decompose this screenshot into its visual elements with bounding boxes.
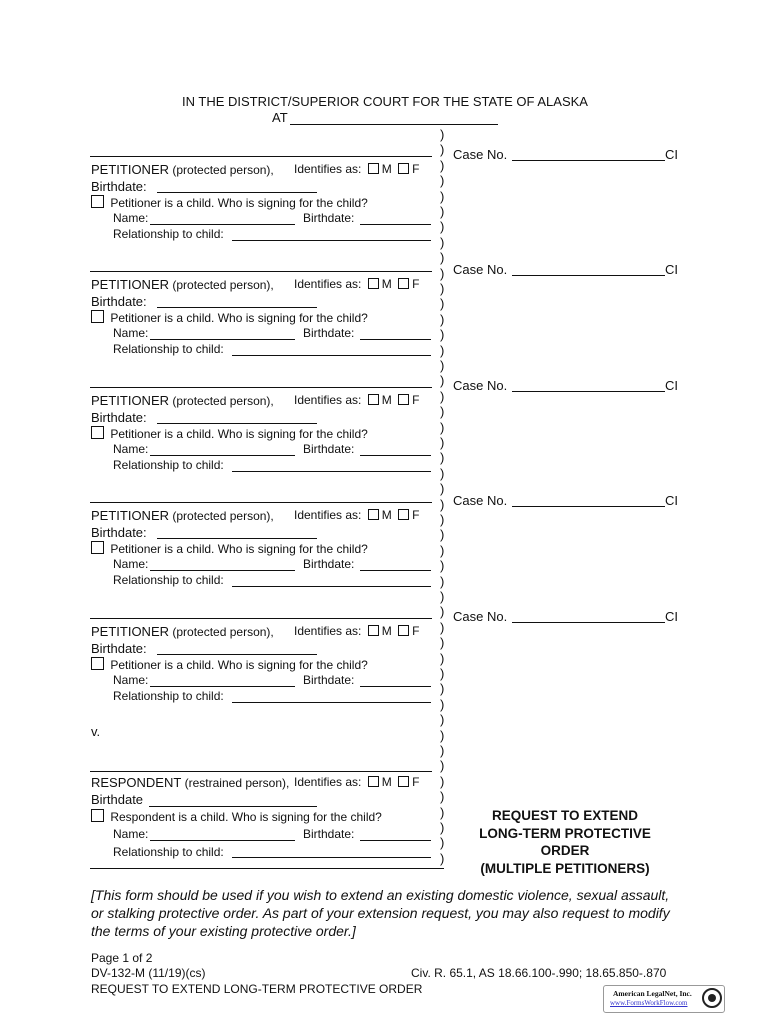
petitioner-3-subtitle: (protected person), [172, 394, 274, 408]
petitioner-2-child-name-label: Name: [113, 326, 149, 340]
paren-mark: ) [440, 235, 445, 250]
form-name: REQUEST TO EXTEND LONG-TERM PROTECTIVE ORDER [91, 982, 423, 996]
petitioner-3-child-name-label: Name: [113, 442, 149, 456]
respondent-relationship-field[interactable] [232, 857, 431, 858]
petitioner-4-child-name-label: Name: [113, 557, 149, 571]
petitioner-1-m-checkbox[interactable] [368, 163, 379, 174]
paren-mark: ) [440, 697, 445, 712]
paren-mark: ) [440, 681, 445, 696]
petitioner-5-name-field[interactable] [90, 618, 432, 619]
petitioner-4-f-checkbox[interactable] [398, 509, 409, 520]
petitioner-2-relationship-label: Relationship to child: [113, 342, 224, 356]
petitioner-5-child-question: Petitioner is a child. Who is signing for the child? [110, 658, 368, 672]
petitioner-3-child-checkbox[interactable] [91, 426, 104, 439]
case-no-label-2: Case No. [453, 262, 508, 277]
case-no-label-3: Case No. [453, 378, 508, 393]
logo-line1: American LegalNet, Inc. [613, 989, 692, 998]
petitioner-5-identifies [294, 624, 419, 638]
paren-mark: ) [440, 189, 445, 204]
petitioner-1-subtitle: (protected person), [172, 163, 274, 177]
at-location-field[interactable] [290, 124, 498, 125]
respondent-child-question: Respondent is a child. Who is signing for the child? [110, 810, 382, 824]
petitioner-5-row [91, 624, 274, 639]
paren-mark: ) [440, 774, 445, 789]
petitioner-4-m-label: M [381, 508, 392, 522]
paren-mark: ) [440, 142, 445, 157]
case-no-label-4: Case No. [453, 493, 508, 508]
petitioner-2-child-birthdate-field[interactable] [360, 339, 431, 340]
petitioner-2-child-row [91, 310, 368, 325]
petitioner-4-child-birthdate-label: Birthdate: [303, 557, 355, 571]
paren-mark: ) [440, 666, 445, 681]
paren-mark: ) [440, 743, 445, 758]
paren-mark: ) [440, 497, 445, 512]
form-title [465, 807, 665, 877]
case-ci-label-5: CI [665, 609, 678, 624]
paren-mark: ) [440, 281, 445, 296]
form-title-line3: ORDER [540, 843, 590, 858]
respondent-birthdate-label: Birthdate [91, 792, 144, 807]
petitioner-5-f-label: F [412, 624, 420, 638]
petitioner-3-identifies [294, 393, 419, 407]
petitioner-4-birthdate-field[interactable] [157, 538, 317, 539]
respondent-bottom-line [90, 868, 444, 869]
petitioner-4-name-field[interactable] [90, 502, 432, 503]
form-title-line1: REQUEST TO EXTEND [491, 808, 639, 823]
petitioner-2-m-label: M [381, 277, 392, 291]
petitioner-5-birthdate-field[interactable] [157, 654, 317, 655]
respondent-m-label: M [381, 775, 392, 789]
petitioner-2-f-checkbox[interactable] [398, 278, 409, 289]
petitioner-5-subtitle: (protected person), [172, 625, 274, 639]
petitioner-3-f-checkbox[interactable] [398, 394, 409, 405]
petitioner-2-child-name-field[interactable] [150, 339, 295, 340]
petitioner-5-child-birthdate-label: Birthdate: [303, 673, 355, 687]
petitioner-3-f-label: F [412, 393, 420, 407]
petitioner-4-relationship-field[interactable] [232, 586, 431, 587]
case-ci-label-4: CI [665, 493, 678, 508]
paren-mark: ) [440, 805, 445, 820]
petitioner-5-birthdate-label: Birthdate: [91, 641, 147, 656]
case-no-field-5[interactable] [512, 622, 665, 623]
respondent-row [91, 775, 289, 790]
paren-mark: ) [440, 435, 445, 450]
paren-mark: ) [440, 835, 445, 850]
paren-mark: ) [440, 820, 445, 835]
petitioner-1-identifies [294, 162, 419, 176]
petitioner-1-name-field[interactable] [90, 156, 432, 157]
petitioner-1-m-label: M [381, 162, 392, 176]
instructions-line1: [This form should be used if you wish to extend an existing domestic violence, sexual assault, [91, 887, 670, 903]
paren-mark: ) [440, 558, 445, 573]
petitioner-1-row [91, 162, 274, 177]
case-no-field-3[interactable] [512, 391, 665, 392]
petitioner-4-child-name-field[interactable] [150, 570, 295, 571]
paren-mark: ) [440, 266, 445, 281]
paren-mark: ) [440, 574, 445, 589]
paren-mark: ) [440, 358, 445, 373]
petitioner-5-f-checkbox[interactable] [398, 625, 409, 636]
paren-mark: ) [440, 389, 445, 404]
paren-mark: ) [440, 312, 445, 327]
petitioner-3-birthdate-field[interactable] [157, 423, 317, 424]
instructions [91, 886, 670, 940]
case-no-label-5: Case No. [453, 609, 508, 624]
seal-icon [702, 988, 722, 1008]
form-id: DV-132-M (11/19)(cs) [91, 966, 206, 980]
petitioner-1-child-checkbox[interactable] [91, 195, 104, 208]
petitioner-5-m-checkbox[interactable] [368, 625, 379, 636]
paren-mark: ) [440, 450, 445, 465]
petitioner-1-title: PETITIONER [91, 162, 170, 177]
petitioner-1-child-row [91, 195, 368, 210]
petitioner-5-child-row [91, 657, 368, 672]
petitioner-3-relationship-field[interactable] [232, 471, 431, 472]
paren-mark: ) [440, 789, 445, 804]
petitioner-5-m-label: M [381, 624, 392, 638]
petitioner-3-child-row [91, 426, 368, 441]
petitioner-4-identifies [294, 508, 419, 522]
petitioner-3-name-field[interactable] [90, 387, 432, 388]
petitioner-1-relationship-label: Relationship to child: [113, 227, 224, 241]
petitioner-2-relationship-field[interactable] [232, 355, 431, 356]
paren-mark: ) [440, 851, 445, 866]
petitioner-3-child-name-field[interactable] [150, 455, 295, 456]
respondent-title: RESPONDENT [91, 775, 182, 790]
petitioner-3-birthdate-label: Birthdate: [91, 410, 147, 425]
paren-mark: ) [440, 204, 445, 219]
petitioner-3-child-question: Petitioner is a child. Who is signing for the child? [110, 427, 368, 441]
paren-mark: ) [440, 343, 445, 358]
petitioner-2-m-checkbox[interactable] [368, 278, 379, 289]
petitioner-5-relationship-label: Relationship to child: [113, 689, 224, 703]
instructions-line3: the terms of your existing protective order.] [91, 923, 356, 939]
petitioner-4-row [91, 508, 274, 523]
paren-mark: ) [440, 481, 445, 496]
respondent-f-checkbox[interactable] [398, 776, 409, 787]
petitioner-1-child-question: Petitioner is a child. Who is signing for the child? [110, 196, 368, 210]
petitioner-5-title: PETITIONER [91, 624, 170, 639]
petitioner-2-child-question: Petitioner is a child. Who is signing for the child? [110, 311, 368, 325]
petitioner-5-relationship-field[interactable] [232, 702, 431, 703]
versus-label: v. [91, 724, 101, 739]
petitioner-2-identifies [294, 277, 419, 291]
form-title-line4: (MULTIPLE PETITIONERS) [480, 860, 650, 876]
page-number: Page 1 of 2 [91, 951, 153, 965]
petitioner-1-child-name-label: Name: [113, 211, 149, 225]
petitioner-5-child-checkbox[interactable] [91, 657, 104, 670]
petitioner-4-child-checkbox[interactable] [91, 541, 104, 554]
at-label: AT [272, 110, 288, 125]
petitioner-2-birthdate-field[interactable] [157, 307, 317, 308]
logo-line2: www.FormsWorkFlow.com [610, 999, 688, 1007]
petitioner-1-child-name-field[interactable] [150, 224, 295, 225]
petitioner-4-child-question: Petitioner is a child. Who is signing for the child? [110, 542, 368, 556]
respondent-identifies [294, 775, 419, 789]
petitioner-4-birthdate-label: Birthdate: [91, 525, 147, 540]
paren-mark: ) [440, 635, 445, 650]
petitioner-2-identifies-label: Identifies as: [294, 277, 362, 291]
petitioner-2-child-birthdate-label: Birthdate: [303, 326, 355, 340]
paren-mark: ) [440, 466, 445, 481]
respondent-child-name-field[interactable] [150, 840, 295, 841]
petitioner-4-child-row [91, 541, 368, 556]
case-no-label-1: Case No. [453, 147, 508, 162]
petitioner-4-identifies-label: Identifies as: [294, 508, 362, 522]
respondent-child-birthdate-field[interactable] [360, 840, 431, 841]
paren-mark: ) [440, 173, 445, 188]
petitioner-1-birthdate-label: Birthdate: [91, 179, 147, 194]
form-title-line2: LONG-TERM PROTECTIVE [479, 825, 651, 841]
publisher-logo [603, 985, 725, 1013]
petitioner-1-birthdate-field[interactable] [157, 192, 317, 193]
petitioner-2-row [91, 277, 274, 292]
respondent-name-field[interactable] [90, 771, 432, 772]
petitioner-4-f-label: F [412, 508, 420, 522]
paren-mark: ) [440, 250, 445, 265]
petitioner-4-title: PETITIONER [91, 508, 170, 523]
petitioner-1-f-label: F [412, 162, 420, 176]
paren-mark: ) [440, 296, 445, 311]
petitioner-4-child-birthdate-field[interactable] [360, 570, 431, 571]
respondent-f-label: F [412, 775, 420, 789]
case-ci-label-2: CI [665, 262, 678, 277]
petitioner-1-child-birthdate-field[interactable] [360, 224, 431, 225]
paren-mark: ) [440, 420, 445, 435]
respondent-birthdate-field[interactable] [149, 806, 317, 807]
paren-mark: ) [440, 127, 445, 142]
respondent-child-checkbox[interactable] [91, 809, 104, 822]
case-no-field-2[interactable] [512, 275, 665, 276]
paren-mark: ) [440, 527, 445, 542]
case-ci-label-3: CI [665, 378, 678, 393]
paren-mark: ) [440, 158, 445, 173]
respondent-relationship-label: Relationship to child: [113, 845, 224, 859]
petitioner-5-child-name-label: Name: [113, 673, 149, 687]
petitioner-2-f-label: F [412, 277, 420, 291]
paren-mark: ) [440, 404, 445, 419]
petitioner-2-title: PETITIONER [91, 277, 170, 292]
paren-mark: ) [440, 758, 445, 773]
respondent-subtitle: (restrained person), [184, 776, 290, 790]
instructions-line2: or stalking protective order. As part of your extension request, you may also request to modify [91, 905, 670, 921]
petitioner-2-birthdate-label: Birthdate: [91, 294, 147, 309]
petitioner-1-relationship-field[interactable] [232, 240, 431, 241]
paren-mark: ) [440, 219, 445, 234]
paren-mark: ) [440, 373, 445, 388]
paren-mark: ) [440, 651, 445, 666]
petitioner-5-child-name-field[interactable] [150, 686, 295, 687]
paren-mark: ) [440, 620, 445, 635]
petitioner-3-child-birthdate-field[interactable] [360, 455, 431, 456]
petitioner-5-identifies-label: Identifies as: [294, 624, 362, 638]
petitioner-5-child-birthdate-field[interactable] [360, 686, 431, 687]
paren-mark: ) [440, 589, 445, 604]
statute-reference: Civ. R. 65.1, AS 18.66.100-.990; 18.65.850-.870 [411, 966, 667, 980]
paren-mark: ) [440, 327, 445, 342]
respondent-child-birthdate-label: Birthdate: [303, 827, 355, 841]
petitioner-3-m-checkbox[interactable] [368, 394, 379, 405]
petitioner-1-child-birthdate-label: Birthdate: [303, 211, 355, 225]
petitioner-3-title: PETITIONER [91, 393, 170, 408]
respondent-m-checkbox[interactable] [368, 776, 379, 787]
respondent-child-name-label: Name: [113, 827, 149, 841]
petitioner-4-relationship-label: Relationship to child: [113, 573, 224, 587]
petitioner-3-row [91, 393, 274, 408]
petitioner-2-child-checkbox[interactable] [91, 310, 104, 323]
case-no-field-1[interactable] [512, 160, 665, 161]
respondent-identifies-label: Identifies as: [294, 775, 362, 789]
paren-mark: ) [440, 728, 445, 743]
respondent-child-row [91, 809, 382, 824]
paren-mark: ) [440, 512, 445, 527]
petitioner-1-identifies-label: Identifies as: [294, 162, 362, 176]
paren-mark: ) [440, 712, 445, 727]
case-no-field-4[interactable] [512, 506, 665, 507]
petitioner-3-m-label: M [381, 393, 392, 407]
court-heading: IN THE DISTRICT/SUPERIOR COURT FOR THE STATE OF ALASKA [182, 94, 588, 109]
paren-mark: ) [440, 543, 445, 558]
petitioner-2-subtitle: (protected person), [172, 278, 274, 292]
petitioner-3-identifies-label: Identifies as: [294, 393, 362, 407]
petitioner-2-name-field[interactable] [90, 271, 432, 272]
petitioner-4-subtitle: (protected person), [172, 509, 274, 523]
case-ci-label-1: CI [665, 147, 678, 162]
petitioner-4-m-checkbox[interactable] [368, 509, 379, 520]
petitioner-1-f-checkbox[interactable] [398, 163, 409, 174]
paren-mark: ) [440, 604, 445, 619]
petitioner-3-child-birthdate-label: Birthdate: [303, 442, 355, 456]
petitioner-3-relationship-label: Relationship to child: [113, 458, 224, 472]
